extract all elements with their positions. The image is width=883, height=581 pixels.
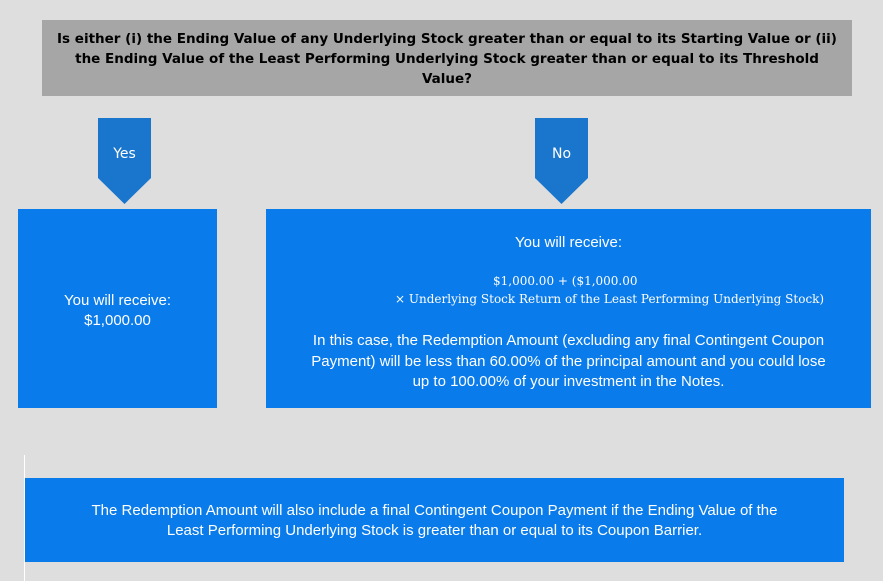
- payout-formula-line-2: × Underlying Stock Return of the Least Performing Underlying Stock): [395, 292, 825, 306]
- coupon-note-box: [25, 478, 844, 562]
- question-line-1: Is either (i) the Ending Value of any Underlying Stock greater than or equal to its Starting Value or (ii): [57, 31, 837, 47]
- question-box: [42, 20, 852, 96]
- loss-warning-line-1: In this case, the Redemption Amount (excluding any final Contingent Coupon: [312, 332, 825, 349]
- yes-arrow: [98, 118, 151, 204]
- loss-warning-line-3: up to 100.00% of your investment in the Notes.: [412, 373, 725, 390]
- no-outcome-heading: You will receive:: [515, 234, 622, 251]
- coupon-note-line-2: Least Performing Underlying Stock is greater than or equal to its Coupon Barrier.: [166, 521, 703, 539]
- no-outcome-box: [266, 209, 871, 408]
- yes-label: Yes: [113, 146, 136, 162]
- no-label: No: [551, 146, 572, 162]
- yes-outcome-amount: $1,000.00: [84, 312, 151, 329]
- loss-warning-note: [266, 331, 871, 393]
- loss-warning-line-2: Payment) will be less than 60.00% of the principal amount and you could lose: [311, 352, 826, 370]
- yes-outcome-line-1: You will receive:: [64, 292, 171, 309]
- yes-outcome-box: [18, 209, 217, 408]
- question-line-2: the Ending Value of the Least Performing Underlying Stock greater than or equal to its Threshold: [75, 51, 819, 67]
- payout-formula-line-1: $1,000.00 + ($1,000.00: [493, 274, 638, 288]
- coupon-note-line-1: The Redemption Amount will also include a final Contingent Coupon Payment if the Ending Value of the: [91, 502, 778, 519]
- question-line-3: Value?: [421, 71, 473, 87]
- no-arrow: [535, 118, 588, 204]
